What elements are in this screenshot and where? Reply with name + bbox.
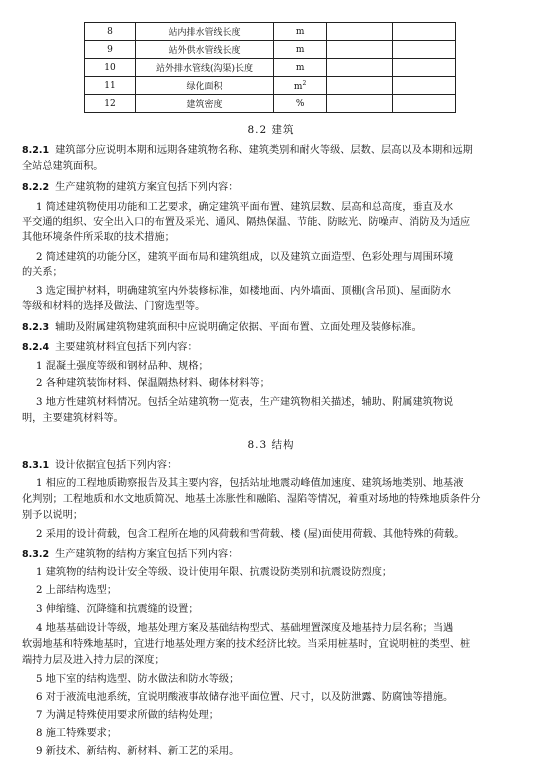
list-item-line: 3 伸缩缝、沉降缝和抗震缝的设置；	[36, 604, 199, 615]
row-value-future	[392, 23, 455, 41]
list-item-line: 的关系；	[22, 267, 63, 278]
table-row	[85, 41, 456, 59]
row-number: 9	[85, 41, 136, 59]
row-value-future	[392, 41, 455, 59]
list-item-line: 7 为满足特殊使用要求所做的结构处理；	[36, 710, 219, 721]
row-item-name: 建筑密度	[135, 95, 273, 113]
row-value-future	[392, 59, 455, 77]
clause-text: 建筑部分应说明本期和远期各建筑物名称、建筑类别和耐火等级、层数、层高以及本期和远期	[55, 145, 473, 156]
clause-number: 8.3.1	[22, 460, 50, 471]
clause-number: 8.2.4	[22, 342, 50, 353]
clause-line	[22, 341, 522, 355]
list-item-line: 2 各种建筑装饰材料、保温隔热材料、砌体材料等；	[36, 378, 270, 389]
row-number: 12	[85, 95, 136, 113]
list-item-line: 8 施工特殊要求；	[36, 728, 118, 739]
clause-line	[22, 181, 522, 195]
table-body	[85, 23, 456, 113]
clause-line	[22, 144, 522, 158]
clause-number: 8.2.3	[22, 322, 50, 333]
clause-line	[22, 548, 522, 562]
indicator-table	[84, 22, 456, 113]
row-value-future	[392, 95, 455, 113]
list-item-line: 别予以说明；	[22, 510, 84, 521]
clause-text: 生产建筑物的建筑方案宜包括下列内容：	[55, 182, 239, 193]
clause-text: 辅助及附属建筑物建筑面积中应说明确定依据、平面布置、立面处理及装修标准。	[55, 322, 422, 333]
row-item-name: 站外排水管线(沟渠)长度	[135, 59, 273, 77]
list-item-line: 端持力层及进入持力层的深度；	[22, 655, 165, 666]
unit-base: m	[293, 81, 303, 92]
list-item-line: 其他环境条件所采取的技术措施；	[22, 232, 175, 243]
list-item-line: 3 地方性建筑材料情况。包括全站建筑物一览表，生产建筑物相关描述，辅助、附属建筑物说	[36, 397, 454, 408]
row-number: 11	[85, 77, 136, 95]
list-item-line: 1 简述建筑物使用功能和工艺要求，确定建筑平面布置、建筑层数、层高和总高度，垂直及水	[36, 202, 454, 213]
table-row	[85, 95, 456, 113]
row-number: 8	[85, 23, 136, 41]
row-value-current	[327, 77, 392, 95]
list-item-line: 等级和材料的选择及做法、门窗选型等。	[22, 301, 206, 312]
table-row	[85, 23, 456, 41]
list-item-line: 4 地基基础设计等级，地基处理方案及基础结构型式、基础埋置深度及地基持力层名称；当遇	[36, 623, 454, 634]
clause-number: 8.2.2	[22, 182, 50, 193]
clause-line	[22, 459, 522, 473]
clause-line	[22, 321, 522, 335]
list-item-line: 化判别；工程地质和水文地质简况、地基土冻胀性和融陷、湿陷等情况，着重对场地的特殊地质条件分	[22, 494, 481, 505]
row-unit: m	[274, 23, 327, 41]
list-item-line: 2 简述建筑的功能分区，建筑平面布局和建筑组成，以及建筑立面造型、色彩处理与周围环境	[36, 252, 454, 263]
row-unit: m	[274, 59, 327, 77]
list-item-line: 1 建筑物的结构设计安全等级、设计使用年限、抗震设防类别和抗震设防烈度；	[36, 567, 393, 578]
clause-text: 主要建筑材料宜包括下列内容：	[55, 342, 198, 353]
row-item-name: 绿化面积	[135, 77, 273, 95]
clause-text: 生产建筑物的结构方案宜包括下列内容：	[55, 549, 239, 560]
list-item-line: 2 采用的设计荷载，包含工程所在地的风荷载和雪荷载、楼 (屋)面使用荷载、其他特殊的荷载。	[36, 529, 465, 540]
table-row	[85, 77, 456, 95]
list-item-line: 5 地下室的结构选型、防水做法和防水等级；	[36, 674, 240, 685]
row-value-current	[327, 41, 392, 59]
list-item-line: 明，主要建筑材料等。	[22, 413, 124, 424]
clause-line: 全站总建筑面积。	[22, 161, 104, 172]
row-value-current	[327, 59, 392, 77]
list-item-line: 平交通的组织、安全出入口的布置及采光、通风、隔热保温、节能、防眩光、防噪声、消防及为适应	[22, 217, 471, 228]
row-unit: m	[274, 41, 327, 59]
row-value-future	[392, 77, 455, 95]
row-number: 10	[85, 59, 136, 77]
clause-number: 8.3.2	[22, 549, 50, 560]
clause-number: 8.2.1	[22, 145, 50, 156]
list-item-line: 软弱地基和特殊地基时，宜进行地基处理方案的技术经济比较。当采用桩基时，宜说明桩的类型、桩	[22, 639, 471, 650]
row-unit: %	[274, 95, 327, 113]
row-unit	[274, 77, 327, 95]
table-row	[85, 59, 456, 77]
list-item-line: 2 上部结构选型；	[36, 585, 118, 596]
unit-superscript: 2	[302, 79, 307, 87]
row-item-name: 站外供水管线长度	[135, 41, 273, 59]
section-heading-structure: 8.3 结构	[247, 439, 295, 451]
list-item-line: 1 相应的工程地质勘察报告及其主要内容，包括站址地震动峰值加速度、建筑场地类别、地基液	[36, 478, 464, 489]
row-value-current	[327, 95, 392, 113]
list-item-line: 6 对于液流电池系统，宜说明酸液事故储存池平面位置、尺寸，以及防泄露、防腐蚀等措施。	[36, 692, 454, 703]
section-heading-architecture: 8.2 建筑	[247, 124, 295, 136]
row-item-name: 站内排水管线长度	[135, 23, 273, 41]
row-value-current	[327, 23, 392, 41]
list-item-line: 1 混凝土强度等级和钢材品种、规格；	[36, 361, 209, 372]
list-item-line: 9 新技术、新结构、新材料、新工艺的采用。	[36, 746, 240, 757]
list-item-line: 3 选定围护材料，明确建筑室内外装修标准，如楼地面、内外墙面、顶棚(含吊顶)、屋面防水	[36, 286, 451, 297]
clause-text: 设计依据宜包括下列内容：	[55, 460, 178, 471]
